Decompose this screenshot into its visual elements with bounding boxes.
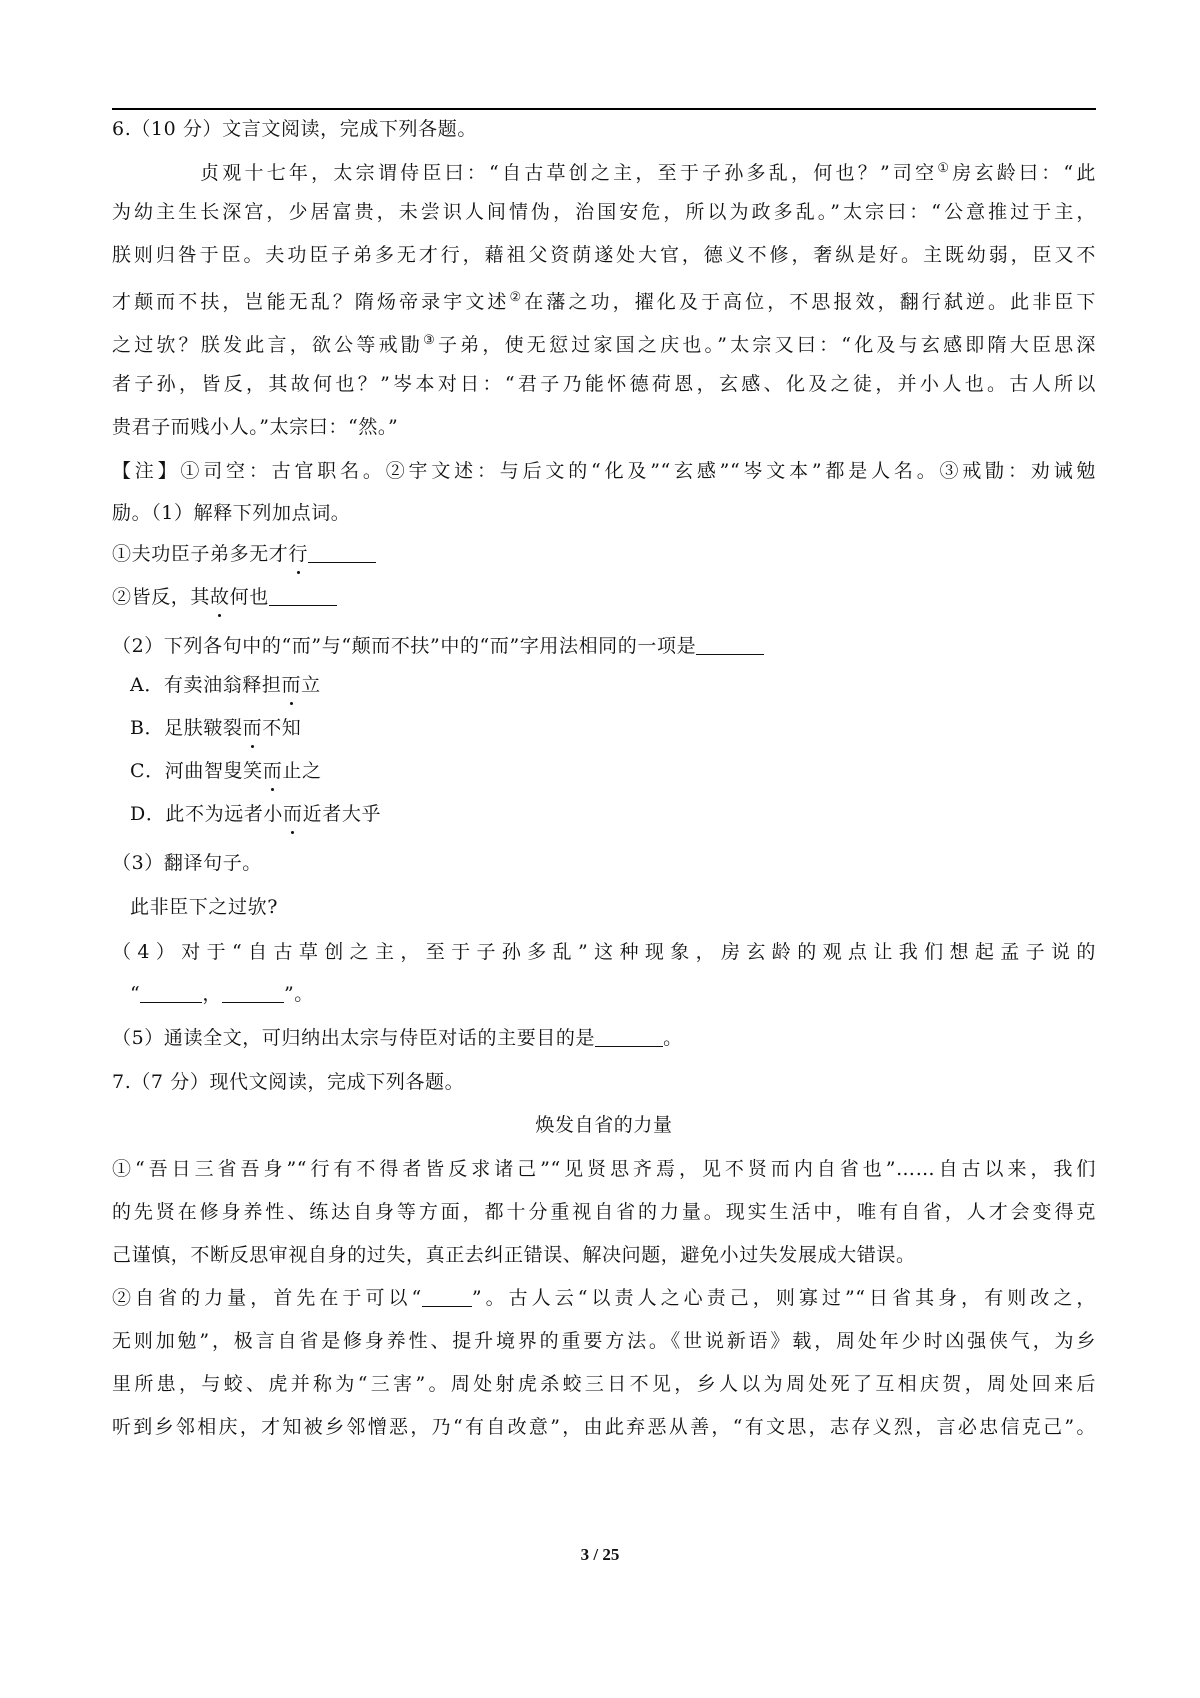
footnote-mark-1: ① — [937, 161, 953, 176]
q6-passage-line-5: 之过欤？朕发此言，欲公等戒勖③子弟，使无愆过家国之庆也。”太宗又曰：“化及与玄感即隋大臣思深 — [112, 333, 1096, 356]
q7-para1-line-3: 己谨慎，不断反思审视自身的过失，真正去纠正错误、解决问题，避免小过失发展成大错误。 — [112, 1244, 916, 1266]
dotted-char: 而 — [262, 760, 283, 782]
answer-blank[interactable] — [696, 634, 764, 655]
q7-header: 7.（7 分）现代文阅读，完成下列各题。 — [112, 1071, 465, 1093]
q7-article-title: 焕发自省的力量 — [535, 1114, 673, 1136]
q6-sub3-sentence: 此非臣下之过欤? — [130, 896, 278, 918]
footnote-mark-2: ② — [509, 290, 525, 305]
q6-sub2-prompt: （2）下列各句中的“而”与“颠而不扶”中的“而”字用法相同的一项是 — [112, 633, 764, 659]
q6-passage-line-1: 贞观十七年，太宗谓侍臣曰：“自古草创之主，至于子孙多乱，何也？”司空①房玄龄曰：“此 — [200, 161, 1096, 184]
q6-option-b[interactable]: B．足肤皲裂而不知 — [130, 717, 302, 739]
dotted-char: 故 — [210, 586, 230, 608]
q6-sub1-prompt: 励。（1）解释下列加点词。 — [112, 502, 351, 524]
answer-blank[interactable] — [422, 1286, 472, 1307]
q7-para2-line-1: ②自省的力量，首先在于可以“ ”。古人云“以责人之心责己，则寡过”“日省其身，有则改之， — [112, 1287, 1096, 1309]
answer-blank[interactable] — [140, 982, 202, 1003]
q6-header: 6.（10 分）文言文阅读，完成下列各题。 — [112, 118, 477, 140]
q6-passage-line-2: 为幼主生长深宫，少居富贵，未尝识人间情伪，治国安危，所以为政多乱。”太宗曰：“公意推过于主， — [112, 201, 1096, 223]
q6-sub4-blanks: “ ， ”。 — [130, 983, 314, 1005]
q7-para1-line-2: 的先贤在修身养性、练达自身等方面，都十分重视自省的力量。现实生活中，唯有自省，人才会变得克 — [112, 1201, 1096, 1223]
q7-para2-line-2: 无则加勉”，极言自省是修身养性、提升境界的重要方法。《世说新语》载，周处年少时凶强侠气，为乡 — [112, 1330, 1096, 1352]
q7-para1-line-1: ①“吾日三省吾身”“行有不得者皆反求诸己”“见贤思齐焉，见不贤而内自省也”……自古以来，我们 — [112, 1158, 1096, 1180]
q6-passage-line-7: 贵君子而贱小人。”太宗曰：“然。” — [112, 416, 399, 438]
q6-note: 【注】①司空：古官职名。②宇文述：与后文的“化及”“玄感”“岑文本”都是人名。③戒勖：劝诫勉 — [112, 460, 1096, 482]
footnote-mark-3: ③ — [423, 333, 438, 348]
q7-para2-line-4: 听到乡邻相庆，才知被乡邻憎恶，乃“有自改意”，由此弃恶从善，“有文思，志存义烈，言必忠信克己”。 — [112, 1416, 1096, 1438]
q6-sub4-prompt: （4）对于“自古草创之主，至于子孙多乱”这种现象，房玄龄的观点让我们想起孟子说的 — [112, 941, 1096, 963]
answer-blank[interactable] — [269, 585, 337, 606]
dotted-char: 而 — [281, 674, 302, 696]
dotted-char: 而 — [283, 803, 303, 825]
q6-sub1-item-b: ②皆反，其故何也 — [112, 584, 337, 610]
dotted-char: 而 — [242, 717, 263, 739]
q6-passage-line-6: 者子孙，皆反，其故何也？”岑本对日：“君子乃能怀德荷恩，玄感、化及之徒，并小人也。古人所以 — [112, 373, 1096, 395]
header-rule — [112, 108, 1096, 110]
q6-passage-line-4: 才颠而不扶，岂能无乱？隋炀帝录宇文述②在藩之功，擢化及于高位，不思报效，翻行弑逆。此非臣下 — [112, 290, 1096, 313]
q6-option-d[interactable]: D．此不为远者小而近者大乎 — [130, 803, 382, 825]
q6-passage-line-3: 朕则归咎于臣。夫功臣子弟多无才行，藉祖父资荫遂处大官，德义不修，奢纵是好。主既幼弱，臣又不 — [112, 244, 1096, 266]
q6-sub1-item-a: ①夫功臣子弟多无才行 — [112, 541, 376, 567]
q6-sub3-prompt: （3）翻译句子。 — [112, 852, 262, 874]
q6-option-a[interactable]: A．有卖油翁释担而立 — [130, 674, 321, 696]
page-number: 3 / 25 — [580, 1545, 620, 1564]
dotted-char: 行 — [288, 543, 309, 565]
answer-blank[interactable] — [222, 982, 284, 1003]
q6-sub5-prompt: （5）通读全文，可归纳出太宗与侍臣对话的主要目的是 。 — [112, 1027, 683, 1049]
answer-blank[interactable] — [308, 542, 376, 563]
answer-blank[interactable] — [595, 1026, 663, 1047]
q6-option-c[interactable]: C．河曲智叟笑而止之 — [130, 760, 322, 782]
q7-para2-line-3: 里所患，与蛟、虎并称为“三害”。周处射虎杀蛟三日不见，乡人以为周处死了互相庆贺，周处回来后 — [112, 1373, 1096, 1395]
